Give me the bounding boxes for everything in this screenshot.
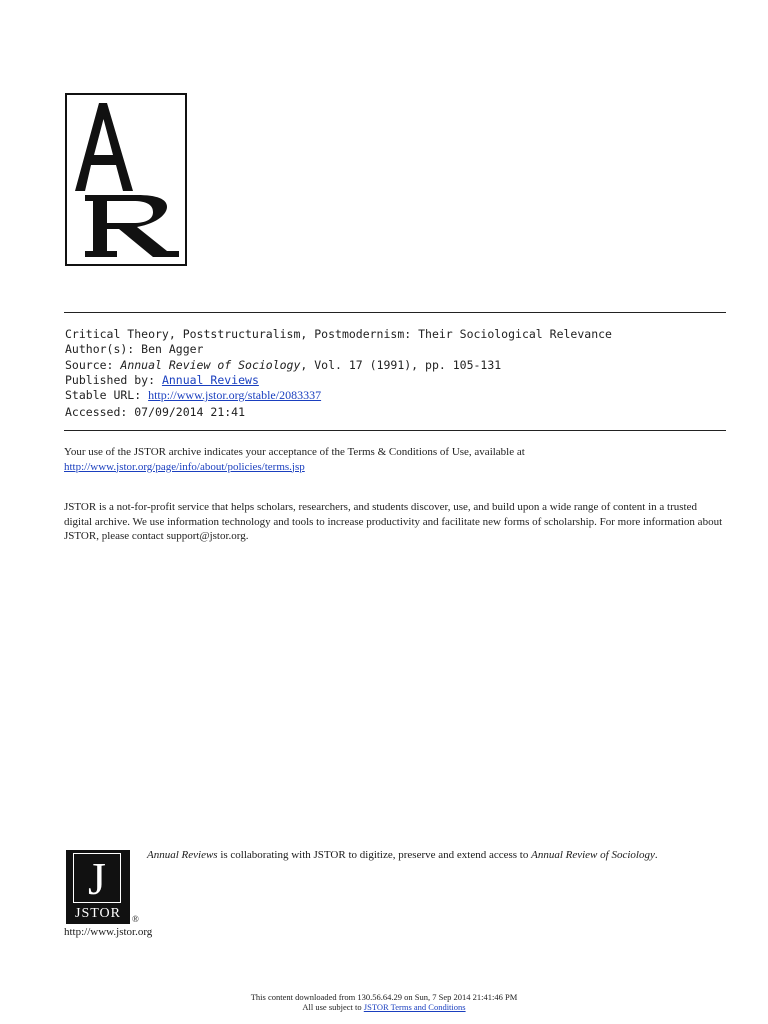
jstor-emblem-icon: J xyxy=(73,853,121,903)
source-line xyxy=(65,358,501,373)
accessed-line xyxy=(65,405,245,420)
stable-url-link[interactable]: http://www.jstor.org/stable/2083337 xyxy=(148,388,322,402)
terms-notice xyxy=(64,445,724,474)
jstor-logo-word: JSTOR xyxy=(75,906,121,921)
accessed-date: 07/09/2014 21:41 xyxy=(134,405,246,419)
accessed-label: Accessed: xyxy=(65,405,135,419)
terms-footer-line xyxy=(0,1002,768,1012)
published-label: Published by: xyxy=(65,373,162,387)
terms-text: Your use of the JSTOR archive indicates your acceptance of the Terms & Conditions of Use, available at xyxy=(64,446,525,458)
publisher-link[interactable]: Annual Reviews xyxy=(161,373,259,387)
terms-link[interactable]: http://www.jstor.org/page/info/about/policies/terms.jsp xyxy=(64,460,305,473)
terms-footer-prefix: All use subject to xyxy=(302,1002,364,1012)
collab-end: . xyxy=(654,849,658,861)
download-footer xyxy=(0,992,768,1012)
stable-url-line xyxy=(65,388,321,403)
collab-publisher: Annual Reviews xyxy=(147,849,218,861)
top-divider xyxy=(64,312,726,313)
collaboration-notice xyxy=(147,849,727,862)
source-details: , Vol. 17 (1991), pp. 105-131 xyxy=(300,358,502,372)
article-title: Critical Theory, Poststructuralism, Postmodernism: Their Sociological Relevance xyxy=(65,327,612,341)
published-line xyxy=(65,373,259,388)
stable-url-label: Stable URL: xyxy=(65,388,149,402)
source-journal: Annual Review of Sociology xyxy=(120,358,301,372)
author-label: Author(s): xyxy=(65,342,142,356)
collab-text: is collaborating with JSTOR to digitize, preserve and extend access to xyxy=(217,849,532,861)
author-line xyxy=(65,342,203,357)
jstor-logo xyxy=(66,850,130,924)
ar-logo-letters-icon xyxy=(67,95,185,264)
jstor-about-paragraph: JSTOR is a not-for-profit service that helps scholars, researchers, and students discover, use, and build upon a wide range of content in a trusted digital archive. We use information technology and tools to increase productivity and facilitate new forms of scholarship. For more information about JSTOR, please contact support@jstor.org. xyxy=(64,501,723,542)
collab-journal: Annual Review of Sociology xyxy=(531,849,655,861)
download-info: This content downloaded from 130.56.64.29 on Sun, 7 Sep 2014 21:41:46 PM xyxy=(250,992,518,1002)
terms-footer-link[interactable]: JSTOR Terms and Conditions xyxy=(363,1002,466,1012)
middle-divider xyxy=(64,430,726,431)
author-name: Ben Agger xyxy=(141,342,204,356)
source-label: Source: xyxy=(65,358,121,372)
annual-reviews-logo xyxy=(65,93,187,266)
jstor-homepage-url: http://www.jstor.org xyxy=(64,926,153,938)
registered-mark: ® xyxy=(132,914,139,924)
